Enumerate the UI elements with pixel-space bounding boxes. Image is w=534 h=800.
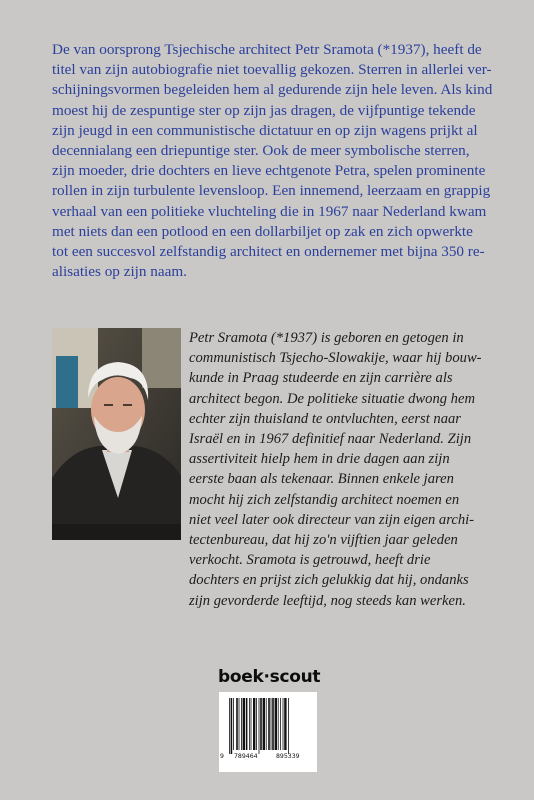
bio-line: dochters en prijst zich gelukkig dat hij, ondanks xyxy=(189,572,469,589)
bio-line: Israël en in 1967 definitief naar Nederland. Zijn xyxy=(189,431,472,448)
isbn-lead: 9 xyxy=(220,753,224,760)
bio-line: communistisch Tsjecho-Slowakije, waar hij bouw- xyxy=(189,350,482,367)
bio-line: niet veel later ook directeur van zijn eigen archi- xyxy=(189,511,475,528)
bio-line: assertiviteit hielp hem in drie dagen aan zijn xyxy=(189,451,450,468)
blurb-line: verhaal van een politieke vluchteling die in 1967 naar Nederland kwam xyxy=(52,202,487,220)
blurb-line: titel van zijn autobiografie niet toevallig gekozen. Sterren in allerlei ver- xyxy=(52,61,492,79)
author-photo xyxy=(52,328,181,540)
bio-line: verkocht. Sramota is getrouwd, heeft drie xyxy=(189,552,431,569)
publisher-logo-left: boek xyxy=(218,667,264,687)
bio-line: zijn gevorderde leeftijd, nog steeds kan werken. xyxy=(189,592,466,609)
bio-line: Petr Sramota (*1937) is geboren en getogen in xyxy=(189,330,464,346)
author-bio xyxy=(189,328,484,611)
blurb-line: schijningsvormen begeleiden hem al gedurende zijn hele leven. Als kind xyxy=(52,81,493,99)
bio-line: architect begon. De politieke situatie dwong hem xyxy=(189,390,475,407)
blurb-line: met niets dan een potlood en een dollarbiljet op zak en zich opwerkte xyxy=(52,222,473,240)
blurb-line: moest hij de zespuntige ster op zijn jas dragen, de vijfpuntige tekende xyxy=(52,101,476,119)
publisher-logo-dot: · xyxy=(263,667,270,687)
blurb-line: zijn jeugd in een communistische dictatuur en op zijn wagens prijkt al xyxy=(52,121,478,139)
blurb-line: tot een succesvol zelfstandig architect en ondernemer met bijna 350 re- xyxy=(52,243,485,261)
bio-line: eerste baan als tekenaar. Binnen enkele jaren xyxy=(189,471,454,488)
book-blurb xyxy=(52,40,493,282)
isbn-barcode xyxy=(219,692,317,772)
isbn-group-1: 789464 xyxy=(234,753,258,760)
isbn-number xyxy=(219,753,317,769)
blurb-line: rollen in zijn turbulente levensloop. Een innemend, leerzaam en grappig xyxy=(52,182,491,200)
blurb-line: alisaties op zijn naam. xyxy=(52,263,187,281)
blurb-line: decennialang een driepuntige ster. Ook de meer symbolische sterren, xyxy=(52,142,470,160)
bio-line: echter zijn thuisland te ontvluchten, eerst naar xyxy=(189,410,461,427)
bio-line: kunde in Praag studeerde en zijn carrière als xyxy=(189,370,453,387)
bio-line: tectenbureau, dat hij zo'n vijftien jaar geleden xyxy=(189,532,458,549)
bio-line: mocht hij zich zelfstandig architect noemen en xyxy=(189,491,460,508)
publisher-logo xyxy=(218,667,321,687)
publisher-logo-right: scout xyxy=(269,667,321,687)
isbn-group-2: 895339 xyxy=(276,753,300,760)
barcode-bars xyxy=(225,698,311,754)
blurb-line: zijn moeder, drie dochters en lieve echtgenote Petra, spelen prominente xyxy=(52,162,486,180)
blurb-line: De van oorsprong Tsjechische architect Petr Sramota (*1937), heeft de xyxy=(52,41,482,58)
